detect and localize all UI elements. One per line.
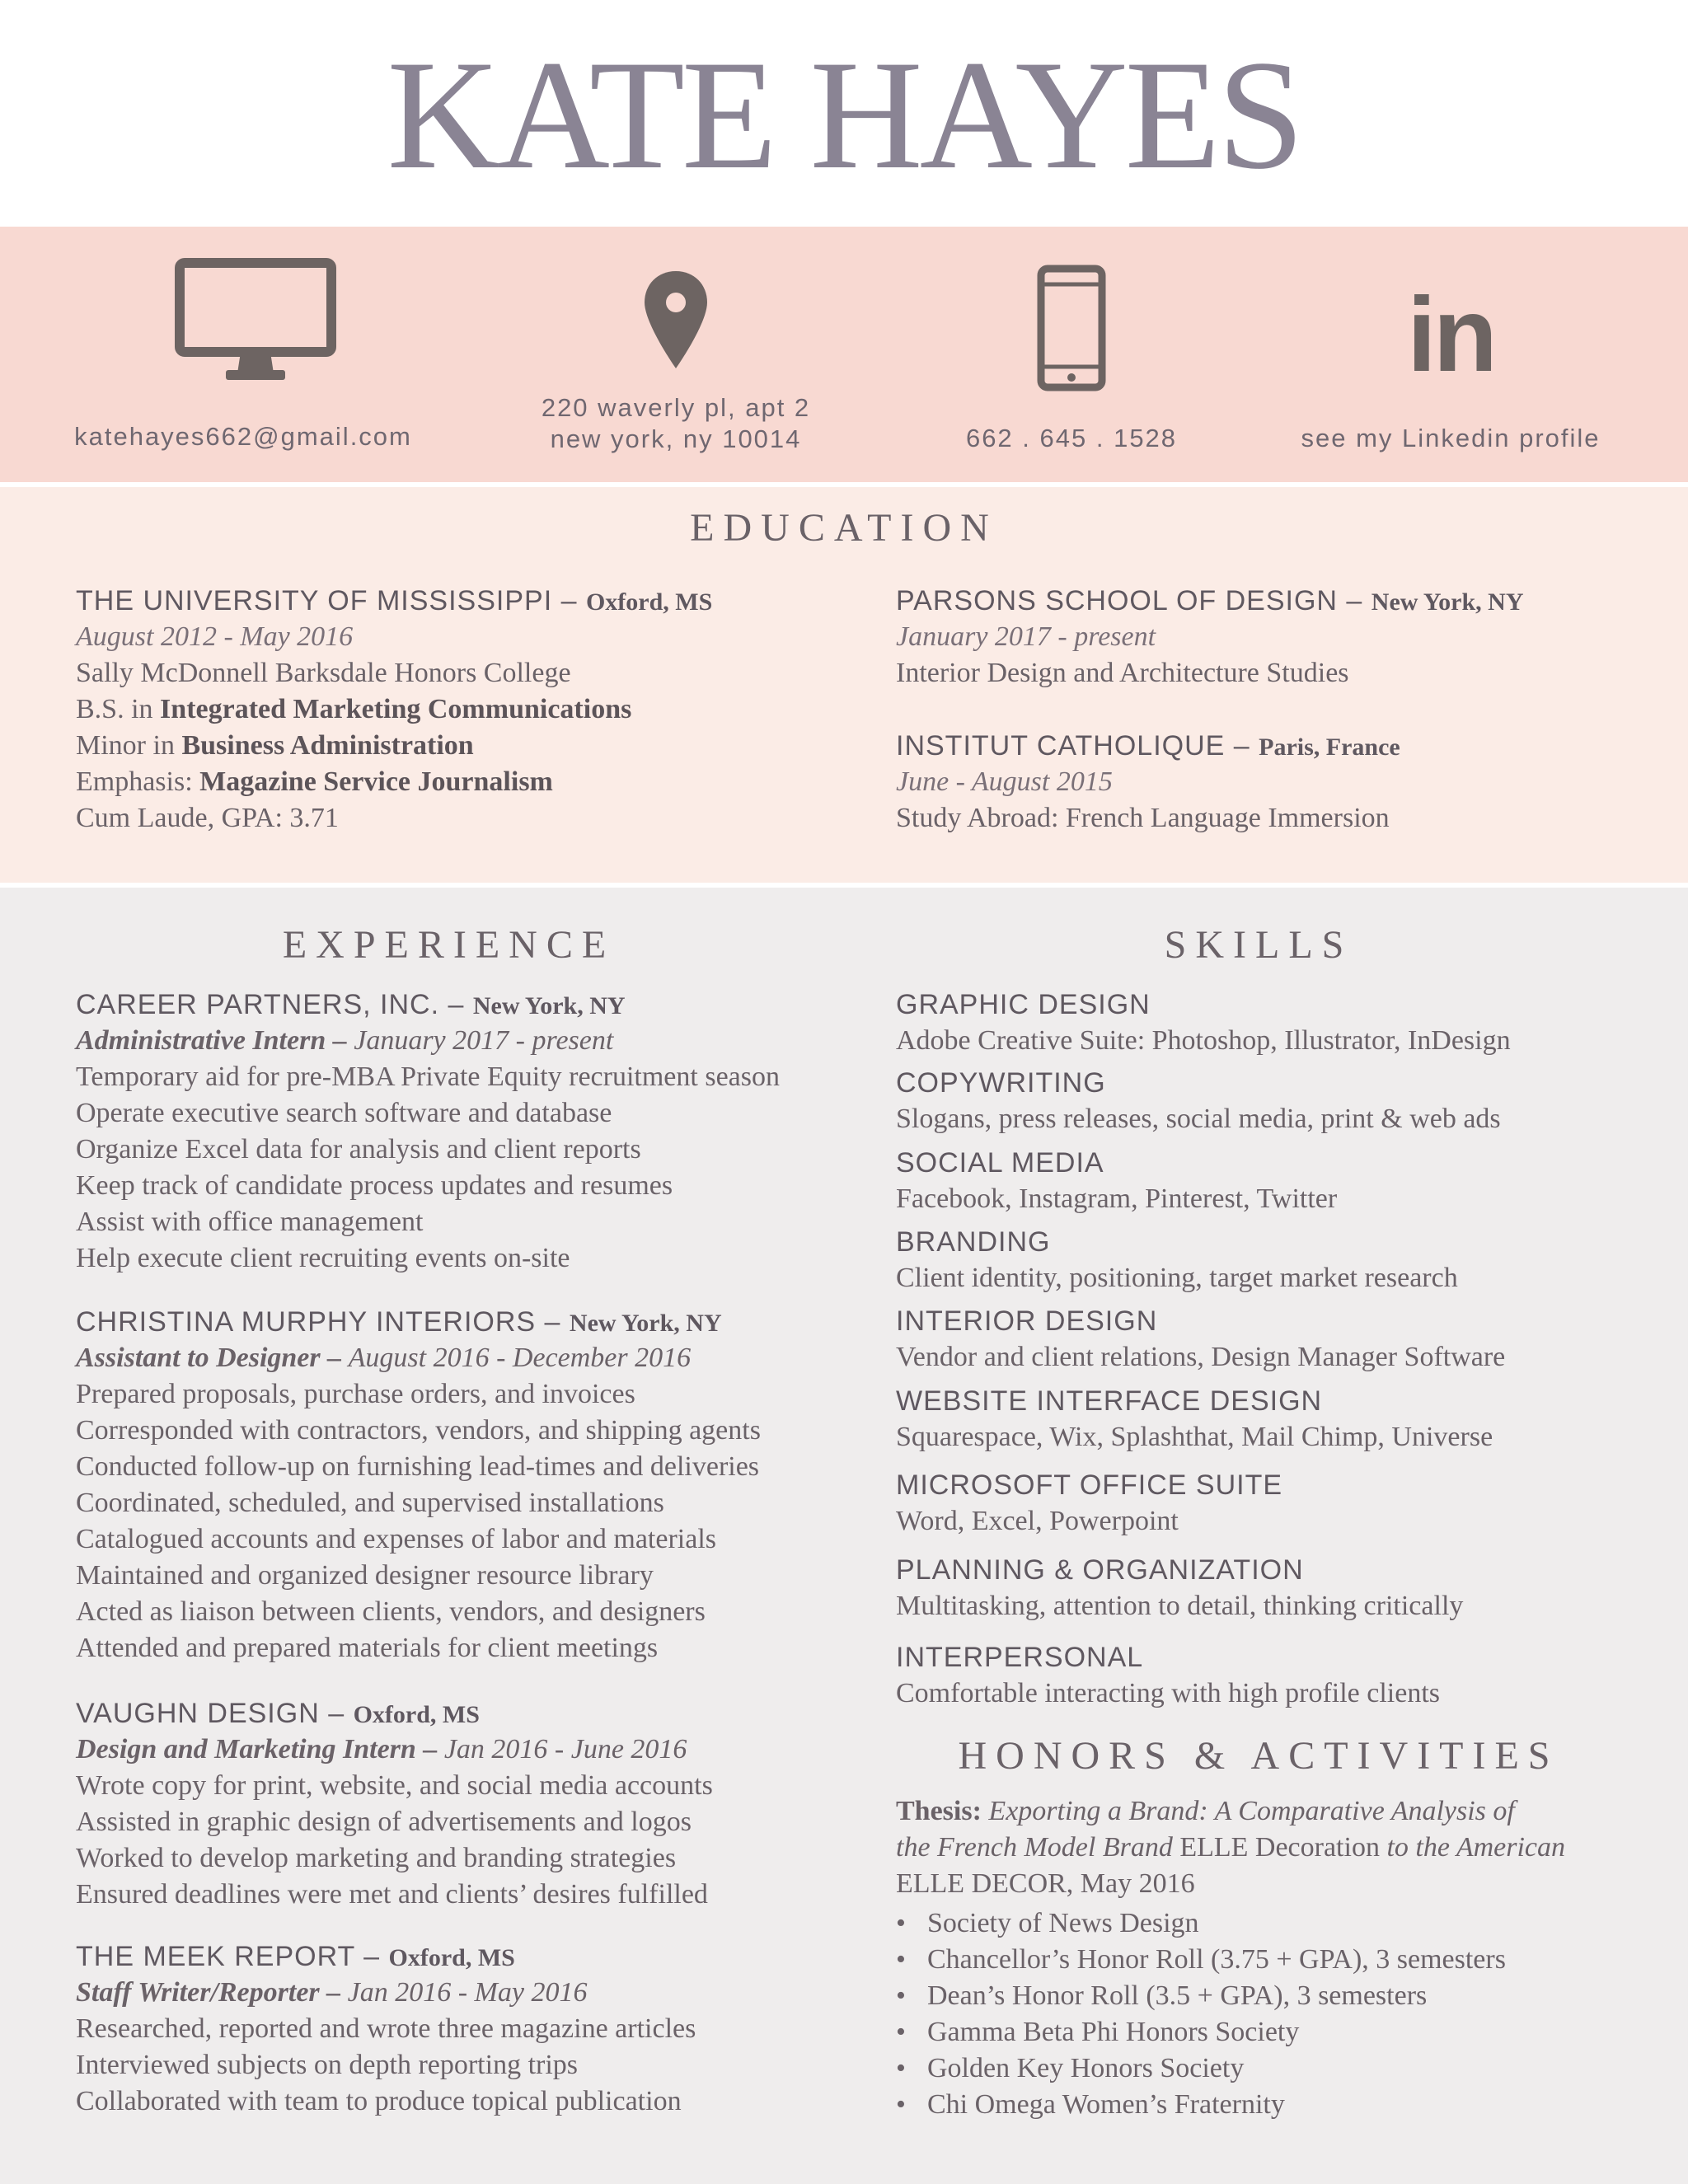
education-detail: Sally McDonnell Barksdale Honors College [76, 658, 571, 688]
job-duty: Temporary aid for pre-MBA Private Equity recruitment season [76, 1062, 780, 1092]
job-duty: Conducted follow-up on furnishing lead-times and deliveries [76, 1451, 760, 1482]
education-section [0, 487, 1688, 883]
thesis-label: Thesis: [896, 1796, 982, 1826]
education-emphasis: Emphasis: Magazine Service Journalism [76, 766, 553, 797]
job-duty: Worked to develop marketing and branding strategies [76, 1843, 677, 1873]
honors-list [896, 1905, 1506, 2123]
skill-heading: WEBSITE INTERFACE DESIGN [896, 1385, 1323, 1417]
skill-graphic-design [896, 987, 1511, 1059]
job-career-partners [76, 987, 780, 1277]
linkedin-icon[interactable]: in [1407, 276, 1494, 394]
company-name: CAREER PARTNERS, INC. [76, 989, 440, 1020]
skill-description: Word, Excel, Powerpoint [896, 1506, 1179, 1536]
skill-social-media [896, 1145, 1337, 1217]
phone-icon [1037, 265, 1106, 391]
education-gpa: Cum Laude, GPA: 3.71 [76, 803, 339, 833]
skill-description: Squarespace, Wix, Splashthat, Mail Chimp, Universe [896, 1422, 1493, 1452]
list-item: • Chi Omega Women’s Fraternity [896, 2089, 1285, 2120]
job-duty: Catalogued accounts and expenses of labor and materials [76, 1524, 717, 1554]
job-duty: Help execute client recruiting events on-site [76, 1243, 570, 1273]
skill-heading: INTERIOR DESIGN [896, 1305, 1158, 1337]
job-duty: Operate executive search software and database [76, 1098, 612, 1128]
job-duty: Assist with office management [76, 1207, 424, 1237]
separator: – [536, 1306, 570, 1338]
list-item: • Golden Key Honors Society [896, 2053, 1245, 2083]
list-item: • Gamma Beta Phi Honors Society [896, 2017, 1300, 2047]
job-duty: Ensured deadlines were met and clients’ desires fulfilled [76, 1879, 708, 1910]
school-name: INSTITUT CATHOLIQUE [896, 730, 1226, 762]
education-minor: Minor in Business Administration [76, 730, 474, 761]
education-detail: Interior Design and Architecture Studies [896, 658, 1349, 688]
skill-description: Vendor and client relations, Design Manager Software [896, 1342, 1506, 1372]
school-dates: June - August 2015 [896, 766, 1113, 797]
school-name: PARSONS SCHOOL OF DESIGN [896, 585, 1338, 616]
monitor-icon [175, 258, 336, 383]
job-duty: Interviewed subjects on depth reporting trips [76, 2050, 579, 2080]
skill-heading: INTERPERSONAL [896, 1642, 1144, 1673]
address-line2: new york, ny 10014 [550, 424, 802, 453]
thesis-line: the French Model Brand ELLE Decoration to the American [896, 1832, 1566, 1863]
education-entry-parsons [896, 583, 1524, 691]
skill-description: Adobe Creative Suite: Photoshop, Illustrator, InDesign [896, 1025, 1511, 1056]
list-item: • Dean’s Honor Roll (3.5 + GPA), 3 semesters [896, 1980, 1428, 2011]
job-duty: Acted as liaison between clients, vendors, and designers [76, 1596, 706, 1627]
phone-text[interactable]: 662 . 645 . 1528 [965, 424, 1178, 452]
skill-website-interface-design [896, 1383, 1493, 1455]
company-name: CHRISTINA MURPHY INTERIORS [76, 1306, 537, 1338]
job-christina-murphy [76, 1304, 761, 1666]
skills-heading: SKILLS [1164, 923, 1353, 967]
job-duty: Attended and prepared materials for client meetings [76, 1633, 659, 1663]
job-vaughn-design [76, 1695, 713, 1913]
separator: – [1337, 585, 1372, 616]
job-role: Assistant to Designer – August 2016 - December 2016 [76, 1343, 692, 1373]
job-duty: Wrote copy for print, website, and social media accounts [76, 1770, 713, 1801]
separator: – [439, 989, 473, 1020]
separator: – [1225, 730, 1259, 762]
job-duty: Researched, reported and wrote three magazine articles [76, 2013, 696, 2044]
skill-description: Facebook, Instagram, Pinterest, Twitter [896, 1183, 1338, 1214]
skill-heading: COPYWRITING [896, 1067, 1106, 1099]
thesis-line: Thesis: Exporting a Brand: A Comparative Analysis of [896, 1796, 1515, 1826]
education-degree: B.S. in Integrated Marketing Communications [76, 694, 632, 724]
skill-heading: PLANNING & ORGANIZATION [896, 1554, 1304, 1586]
education-entry-ole-miss [76, 583, 712, 837]
separator: – [552, 585, 586, 616]
contact-address-column [470, 227, 882, 482]
job-duty: Coordinated, scheduled, and supervised installations [76, 1488, 664, 1518]
skill-heading: GRAPHIC DESIGN [896, 989, 1151, 1020]
job-duty: Corresponded with contractors, vendors, and shipping agents [76, 1415, 761, 1446]
skill-heading: MICROSOFT OFFICE SUITE [896, 1469, 1283, 1501]
email-text[interactable]: katehayes662@gmail.com [74, 422, 412, 451]
job-duty: Organize Excel data for analysis and client reports [76, 1134, 641, 1165]
school-location: Paris, France [1259, 733, 1400, 761]
linkedin-link[interactable]: see my Linkedin profile [1301, 424, 1601, 452]
job-role: Administrative Intern – January 2017 - present [76, 1025, 614, 1056]
location-pin-icon [643, 269, 709, 370]
address-line1: 220 waverly pl, apt 2 [541, 393, 811, 422]
skill-description: Slogans, press releases, social media, print & web ads [896, 1104, 1501, 1134]
job-duty: Assisted in graphic design of advertisements and logos [76, 1807, 692, 1837]
list-item: • Chancellor’s Honor Roll (3.75 + GPA), 3 semesters [896, 1944, 1506, 1975]
skill-interior-design [896, 1303, 1505, 1376]
school-location: Oxford, MS [585, 588, 713, 616]
skill-heading: SOCIAL MEDIA [896, 1147, 1104, 1179]
school-name: THE UNIVERSITY OF MISSISSIPPI [76, 585, 553, 616]
skill-description: Comfortable interacting with high profile clients [896, 1678, 1440, 1708]
company-location: Oxford, MS [353, 1701, 480, 1728]
skill-heading: BRANDING [896, 1226, 1051, 1258]
skill-description: Multitasking, attention to detail, thinking critically [896, 1591, 1464, 1621]
contact-phone-column [890, 227, 1253, 482]
job-role: Design and Marketing Intern – Jan 2016 - June 2016 [76, 1734, 687, 1765]
job-role: Staff Writer/Reporter – Jan 2016 - May 2016 [76, 1977, 588, 2008]
contact-email-column [25, 227, 462, 482]
job-meek-report [76, 1938, 696, 2120]
separator: – [319, 1698, 354, 1729]
skill-description: Client identity, positioning, target market research [896, 1263, 1458, 1293]
school-location: New York, NY [1371, 588, 1524, 616]
company-location: New York, NY [472, 992, 626, 1019]
company-name: THE MEEK REPORT [76, 1941, 355, 1972]
education-detail: Study Abroad: French Language Immersion [896, 803, 1390, 833]
skill-interpersonal [896, 1639, 1440, 1712]
contact-band [0, 227, 1688, 482]
education-entry-institut [896, 728, 1400, 837]
separator: – [354, 1941, 389, 1972]
experience-heading: EXPERIENCE [282, 923, 616, 967]
job-duty: Maintained and organized designer resource library [76, 1560, 654, 1591]
skill-branding [896, 1224, 1458, 1296]
school-dates: August 2012 - May 2016 [76, 621, 354, 652]
thesis-line: ELLE DECOR, May 2016 [896, 1868, 1195, 1899]
page-title: KATE HAYES [387, 29, 1301, 202]
job-duty: Prepared proposals, purchase orders, and invoices [76, 1379, 635, 1409]
education-heading: EDUCATION [690, 506, 998, 550]
honors-thesis [896, 1793, 1565, 1902]
skill-copywriting [896, 1065, 1501, 1137]
lower-section [0, 888, 1688, 2184]
company-location: New York, NY [569, 1310, 722, 1337]
job-duty: Keep track of candidate process updates and resumes [76, 1170, 673, 1201]
contact-linkedin-column [1261, 227, 1640, 482]
list-item: • Society of News Design [896, 1908, 1199, 1938]
job-duty: Collaborated with team to produce topical publication [76, 2086, 682, 2116]
honors-heading: HONORS & ACTIVITIES [958, 1734, 1559, 1778]
school-dates: January 2017 - present [896, 621, 1156, 652]
skill-planning-organization [896, 1552, 1463, 1624]
skill-microsoft-office [896, 1467, 1282, 1540]
company-name: VAUGHN DESIGN [76, 1698, 320, 1729]
company-location: Oxford, MS [388, 1944, 515, 1971]
